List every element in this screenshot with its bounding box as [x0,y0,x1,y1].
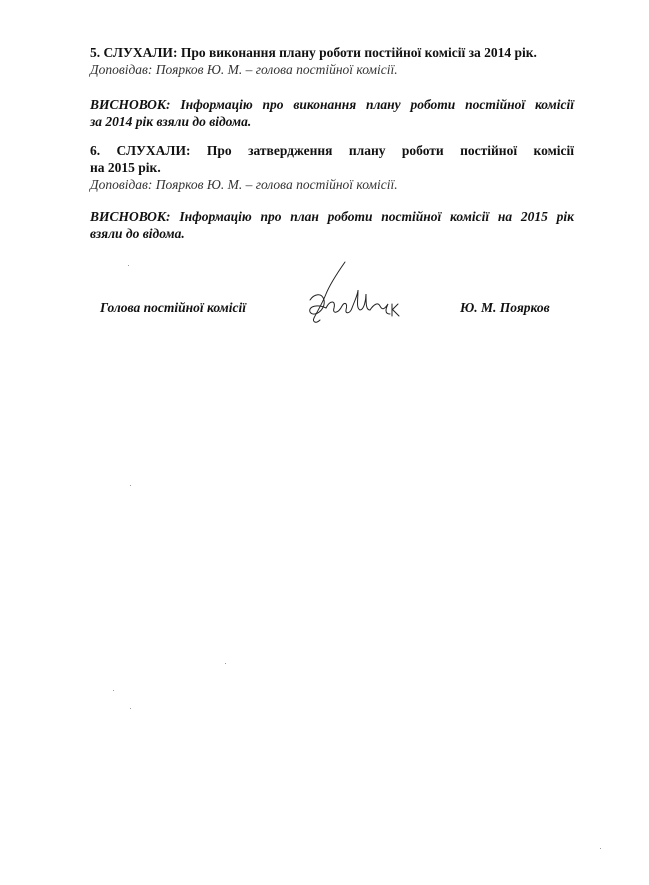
item-6-speaker: Доповідав: Поярков Ю. М. – голова постійної комісії. [90,177,398,192]
scan-speck [130,485,131,486]
item-5-conclusion-prefix: ВИСНОВОК: [90,97,171,112]
item-6-conclusion-prefix: ВИСНОВОК: [90,209,171,224]
item-5-conclusion-line-1 [90,96,574,113]
item-6-conclusion-text-1: Інформацію про план роботи постійної комісії на 2015 рік [179,209,575,224]
item-6-conclusion-line-2: взяли до відома. [90,226,185,241]
item-6-conclusion [90,208,574,242]
item-6-heading-prefix: 6. СЛУХАЛИ: [90,143,191,158]
scan-speck [128,265,129,266]
signatory-name: Ю. М. Поярков [460,300,550,315]
handwritten-signature [300,260,410,330]
item-5-conclusion-line-2: за 2014 рік взяли до відома. [90,114,252,129]
item-5-conclusion [90,96,574,130]
item-6 [90,142,574,193]
item-5-speaker: Доповідав: Поярков Ю. М. – голова постійної комісії. [90,62,398,77]
item-6-heading-line-2: на 2015 рік. [90,160,161,175]
item-5-heading [90,44,574,61]
item-6-conclusion-line-1 [90,208,574,225]
item-6-heading-line-1 [90,142,574,159]
scan-speck [600,848,601,849]
item-5-conclusion-text-1: Інформацію про виконання плану роботи постійної комісії [180,97,575,112]
item-6-heading-text-1: Про затвердження плану роботи постійної комісії [206,143,575,158]
signatory-title: Голова постійної комісії [100,300,247,315]
signature-row [0,296,649,336]
item-5-heading-text: Про виконання плану роботи постійної комісії за 2014 рік. [180,45,537,60]
scan-speck [130,708,131,709]
scan-speck [225,663,226,664]
item-5-heading-prefix: 5. СЛУХАЛИ: [90,45,178,60]
item-5 [90,44,574,78]
scan-speck [113,690,114,691]
